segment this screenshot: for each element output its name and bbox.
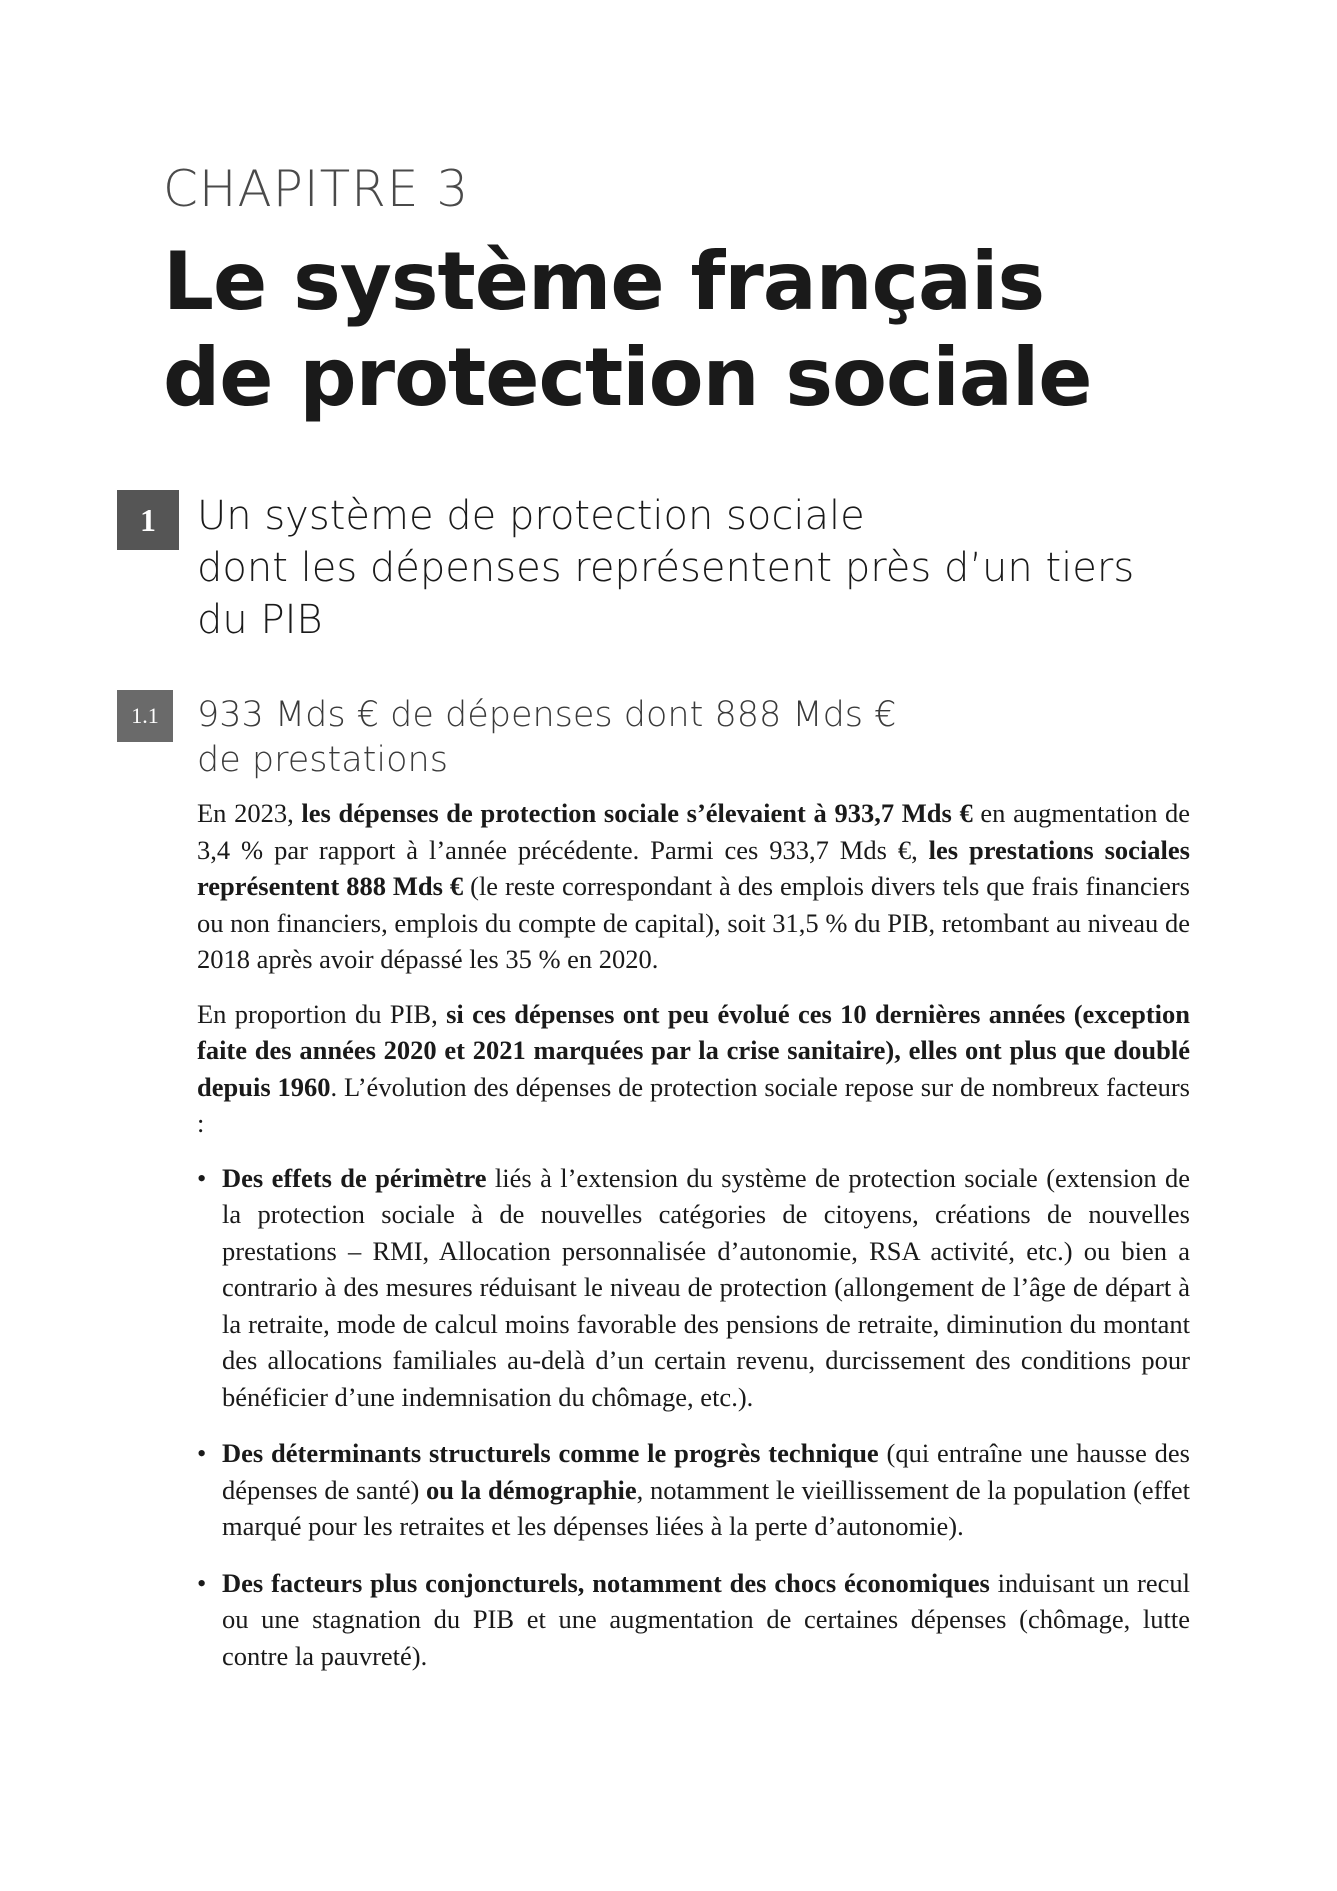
subsection-heading-line: 933 Mds € de dépenses dont 888 Mds € (197, 695, 897, 735)
text-run: induisant un recul ou une stagnation du PIB et une augmentation de certaines dépenses (chômage, lutte contre la pauvreté). (222, 1567, 1191, 1671)
text-run: , notamment le vieillissement de la population (effet marqué pour les retraites et les dépenses liées à la perte d’autonomie). (222, 1474, 1190, 1541)
text-run: En 2023, (197, 798, 302, 828)
paragraph (197, 795, 1190, 978)
list-item (197, 1160, 1190, 1416)
bold-run: Des effets de périmètre (222, 1162, 487, 1193)
text-run: en augmentation de 3,4 % par rapport à l’année précédente. Parmi ces 933,7 Mds €, (197, 798, 1190, 865)
section-heading-line: dont les dépenses représentent près d’un tiers (197, 545, 1135, 591)
section-heading-line: Un système de protection sociale (197, 493, 865, 539)
text-run: En proportion du PIB, (197, 998, 447, 1029)
text-run: liés à l’extension du système de protection sociale (extension de la protection sociale à de nouvelles catégories de citoyens, créations de nouvelles prestations – RMI, Allocation personnalisée d’autonomie, RSA activité, etc.) ou bien a contrario à des mesures réduisant le niveau de protection (allongement de l’âge de départ à la retraite, mode de calcul moins favorable des pensions de retraite, diminution du montant des allocations familiales au-delà d’un certain revenu, durcissement des conditions pour bénéficier d’une indemnisation du chômage, etc.). (222, 1162, 1190, 1412)
chapter-title (163, 234, 1263, 426)
subsection-heading-line: de prestations (197, 740, 448, 780)
body-text (197, 795, 1190, 1694)
bold-run: Des déterminants structurels comme le progrès technique (222, 1438, 879, 1468)
paragraph (197, 996, 1190, 1142)
text-run: (le reste correspondant à des emplois divers tels que frais financiers ou non financiers, emplois du compte de capital), soit 31,5 % du PIB, retombant au niveau de 2018 après avoir dépassé les 35 % en 2020. (197, 871, 1190, 974)
bold-run: ou la démographie (426, 1474, 637, 1505)
bullet-icon: • (197, 1567, 207, 1598)
chapter-title-line: Le système français (163, 235, 1045, 328)
bullet-icon: • (197, 1162, 207, 1193)
bullet-icon: • (197, 1438, 207, 1468)
subsection-number-badge: 1.1 (117, 690, 173, 742)
subsection-heading (197, 693, 1247, 783)
text-run: (qui entraîne une hausse des dépenses de santé) (222, 1438, 1190, 1505)
bullet-list (197, 1160, 1190, 1675)
section-heading-line: du PIB (197, 597, 323, 643)
bold-run: les dépenses de protection sociale s’élevaient à 933,7 Mds € (301, 798, 973, 828)
bold-run: si ces dépenses ont peu évolué ces 10 dernières années (exception faite des années 2020 et 2021 marquées par la crise sanitaire), elles ont plus que doublé depuis 1960 (197, 998, 1190, 1102)
text-run: . L’évolution des dépenses de protection sociale repose sur de nombreux facteurs : (197, 1071, 1190, 1138)
bold-run: les prestations sociales représentent 888 Mds € (197, 834, 1190, 901)
section-number-badge: 1 (117, 490, 179, 550)
list-item (197, 1565, 1190, 1675)
bold-run: Des facteurs plus conjoncturels, notamment des chocs économiques (222, 1567, 990, 1598)
section-heading (197, 490, 1247, 646)
chapter-title-line: de protection sociale (163, 331, 1092, 424)
chapter-label: CHAPITRE 3 (163, 160, 470, 218)
list-item (197, 1435, 1190, 1545)
